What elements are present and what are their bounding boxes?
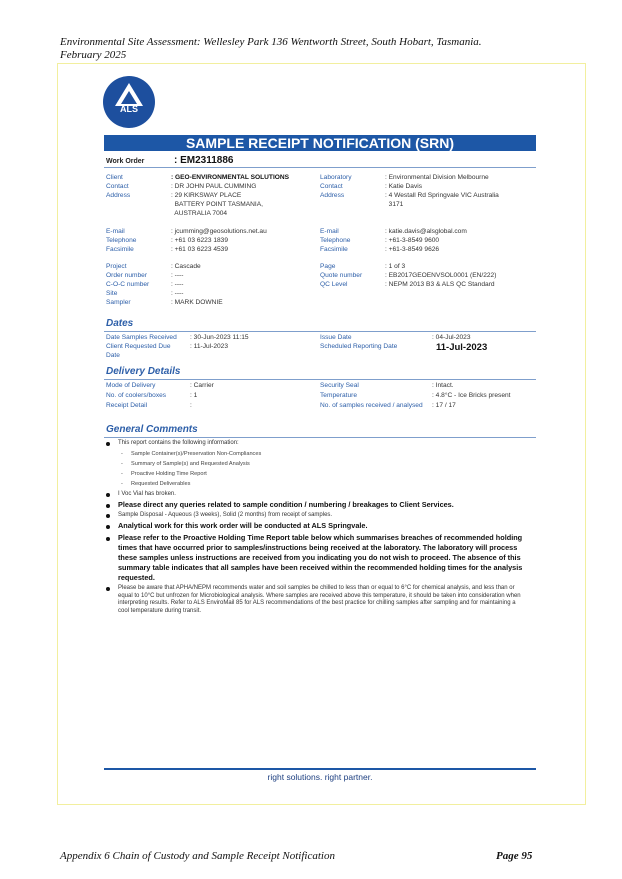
lab-email-label: E-mail bbox=[320, 228, 339, 235]
telephone-label: Telephone bbox=[106, 237, 137, 244]
security-seal-label: Security Seal bbox=[320, 382, 359, 389]
divider bbox=[104, 331, 536, 332]
dash-icon: - bbox=[121, 451, 123, 457]
bullet-icon bbox=[106, 537, 110, 541]
laboratory-value: : Environmental Division Melbourne bbox=[385, 174, 489, 181]
comment-client-services: Please direct any queries related to sample condition / numbering / breakages to Client Services. bbox=[118, 500, 454, 509]
work-order-value: : EM2311886 bbox=[174, 155, 234, 166]
divider bbox=[104, 167, 536, 168]
due-value: : 11-Jul-2023 bbox=[190, 343, 228, 350]
footer-rule bbox=[104, 768, 536, 770]
divider bbox=[104, 379, 536, 380]
address-line-2: BATTERY POINT TASMANIA, bbox=[171, 201, 263, 208]
page-value: : 1 of 3 bbox=[385, 263, 406, 270]
project-label: Project bbox=[106, 263, 127, 270]
comments-heading: General Comments bbox=[106, 424, 198, 435]
delivery-heading: Delivery Details bbox=[106, 366, 181, 377]
email-label: E-mail bbox=[106, 228, 125, 235]
issue-date-value: : 04-Jul-2023 bbox=[432, 334, 471, 341]
received-label: Date Samples Received bbox=[106, 334, 177, 341]
bullet-icon bbox=[106, 525, 110, 529]
samples-count-value: : 17 / 17 bbox=[432, 402, 456, 409]
work-order-label: Work Order bbox=[106, 158, 145, 165]
sub-item: Requested Deliverables bbox=[131, 481, 191, 487]
lab-address-label: Address bbox=[320, 192, 345, 199]
quote-number-label: Quote number bbox=[320, 272, 363, 279]
site-label: Site bbox=[106, 290, 118, 297]
telephone-value: : +61 03 6223 1839 bbox=[171, 237, 229, 244]
lab-facsimile-value: : +61-3-8549 9626 bbox=[385, 246, 440, 253]
client-label: Client bbox=[106, 174, 123, 181]
comment-sample-disposal: Sample Disposal - Aqueous (3 weeks), Solid (2 months) from receipt of samples. bbox=[118, 512, 333, 518]
sub-item: Sample Container(s)/Preservation Non-Compliances bbox=[131, 451, 262, 457]
project-value: : Cascade bbox=[171, 263, 201, 270]
logo-text: ALS bbox=[120, 104, 138, 114]
comment-voc-vial: I Voc Vial has broken. bbox=[118, 491, 176, 497]
quote-number-value: : EB2017GEOENVSOL0001 (EN/222) bbox=[385, 272, 497, 279]
bullet-icon bbox=[106, 442, 110, 446]
samples-count-label: No. of samples received / analysed bbox=[320, 402, 423, 409]
scheduled-date-value: 11-Jul-2023 bbox=[436, 342, 488, 353]
lab-telephone-label: Telephone bbox=[320, 237, 351, 244]
tagline: right solutions. right partner. bbox=[267, 772, 373, 782]
bullet-icon bbox=[106, 587, 110, 591]
divider bbox=[104, 437, 536, 438]
bullet-icon bbox=[106, 493, 110, 497]
receipt-detail-value: : bbox=[190, 402, 192, 409]
email-value: : jcumming@geosolutions.net.au bbox=[171, 228, 267, 235]
facsimile-label: Facsimile bbox=[106, 246, 134, 253]
lab-address-line-2: 3171 bbox=[385, 201, 404, 208]
temperature-value: : 4.8°C - Ice Bricks present bbox=[432, 392, 511, 399]
bullet-icon bbox=[106, 514, 110, 518]
contact-value: : DR JOHN PAUL CUMMING bbox=[171, 183, 257, 190]
qc-level-label: QC Level bbox=[320, 281, 348, 288]
header-date: February 2025 bbox=[60, 49, 127, 61]
temperature-label: Temperature bbox=[320, 392, 358, 399]
site-value: : ---- bbox=[171, 290, 184, 297]
delivery-mode-label: Mode of Delivery bbox=[106, 382, 156, 389]
facsimile-value: : +61 03 6223 4539 bbox=[171, 246, 229, 253]
sub-item: Summary of Sample(s) and Requested Analysis bbox=[131, 461, 250, 467]
als-logo bbox=[103, 76, 155, 128]
dash-icon: - bbox=[121, 471, 123, 477]
due-label: Client Requested Due bbox=[106, 343, 171, 350]
sampler-label: Sampler bbox=[106, 299, 131, 306]
address-line-3: AUSTRALIA 7004 bbox=[171, 210, 228, 217]
srn-title: SAMPLE RECEIPT NOTIFICATION (SRN) bbox=[104, 135, 536, 151]
scheduled-date-label: Scheduled Reporting Date bbox=[320, 343, 398, 350]
lab-address-line-1: : 4 Westall Rd Springvale VIC Australia bbox=[385, 192, 499, 199]
lab-contact-value: : Katie Davis bbox=[385, 183, 423, 190]
dash-icon: - bbox=[121, 461, 123, 467]
security-seal-value: : Intact. bbox=[432, 382, 454, 389]
lab-email-value: : katie.davis@alsglobal.com bbox=[385, 228, 467, 235]
issue-date-label: Issue Date bbox=[320, 334, 352, 341]
address-label: Address bbox=[106, 192, 131, 199]
client-value: : GEO-ENVIRONMENTAL SOLUTIONS bbox=[171, 174, 290, 181]
comment-report-contents: This report contains the following information: bbox=[118, 440, 239, 446]
comment-analytical-work: Analytical work for this work order will be conducted at ALS Springvale. bbox=[118, 521, 368, 530]
received-value: : 30-Jun-2023 11:15 bbox=[190, 334, 249, 341]
page-number: Page 95 bbox=[496, 850, 533, 862]
receipt-detail-label: Receipt Detail bbox=[106, 402, 148, 409]
order-number-label: Order number bbox=[106, 272, 148, 279]
dates-heading: Dates bbox=[106, 318, 134, 329]
dash-icon: - bbox=[121, 481, 123, 487]
order-number-value: : ---- bbox=[171, 272, 184, 279]
sub-item: Proactive Holding Time Report bbox=[131, 471, 207, 477]
footer-appendix: Appendix 6 Chain of Custody and Sample Receipt Notification bbox=[60, 850, 335, 862]
sampler-value: : MARK DOWNIE bbox=[171, 299, 223, 306]
page-label: Page bbox=[320, 263, 336, 270]
lab-telephone-value: : +61-3-8549 9600 bbox=[385, 237, 440, 244]
qc-level-value: : NEPM 2013 B3 & ALS QC Standard bbox=[385, 281, 495, 288]
lab-contact-label: Contact bbox=[320, 183, 343, 190]
coolers-value: : 1 bbox=[190, 392, 198, 399]
comment-chilling: Please be aware that APHA/NEPM recommends water and soil samples be chilled to less than or equal to 6°C for chemical analysis, and less than or equal to 10°C but unfrozen for Microbiological analysis. Where samples are received above this temperature, it should be taken into consideration when interpreting results. Refer to ALS EnviroMail 85 for ALS recommendations of the best practice for chilling samples after sampling and for maintaining a cool temperature during transit. bbox=[118, 585, 521, 614]
document-header bbox=[60, 36, 580, 62]
contact-label: Contact bbox=[106, 183, 129, 190]
due-label-2: Date bbox=[106, 352, 120, 359]
delivery-mode-value: : Carrier bbox=[190, 382, 214, 389]
comment-holding-time: Please refer to the Proactive Holding Time Report table below which summarises breaches of recommended holding times that have occurred prior to samples/instructions being received at the laboratory. The laboratory will process these samples unless instructions are received from you indicating you do not wish to proceed. The absence of this summary table indicates that all samples have been received within the recommended holding times for the analysis requested. bbox=[118, 533, 523, 582]
coc-number-value: : ---- bbox=[171, 281, 184, 288]
coolers-label: No. of coolers/boxes bbox=[106, 392, 167, 399]
lab-facsimile-label: Facsimile bbox=[320, 246, 348, 253]
coc-number-label: C-O-C number bbox=[106, 281, 150, 288]
laboratory-label: Laboratory bbox=[320, 174, 352, 181]
triangle-icon bbox=[103, 76, 155, 128]
bullet-icon bbox=[106, 504, 110, 508]
header-title: Environmental Site Assessment: Wellesley Park 136 Wentworth Street, South Hobart, Tasmania. bbox=[60, 36, 482, 48]
address-line-1: : 29 KIRKSWAY PLACE bbox=[171, 192, 242, 199]
